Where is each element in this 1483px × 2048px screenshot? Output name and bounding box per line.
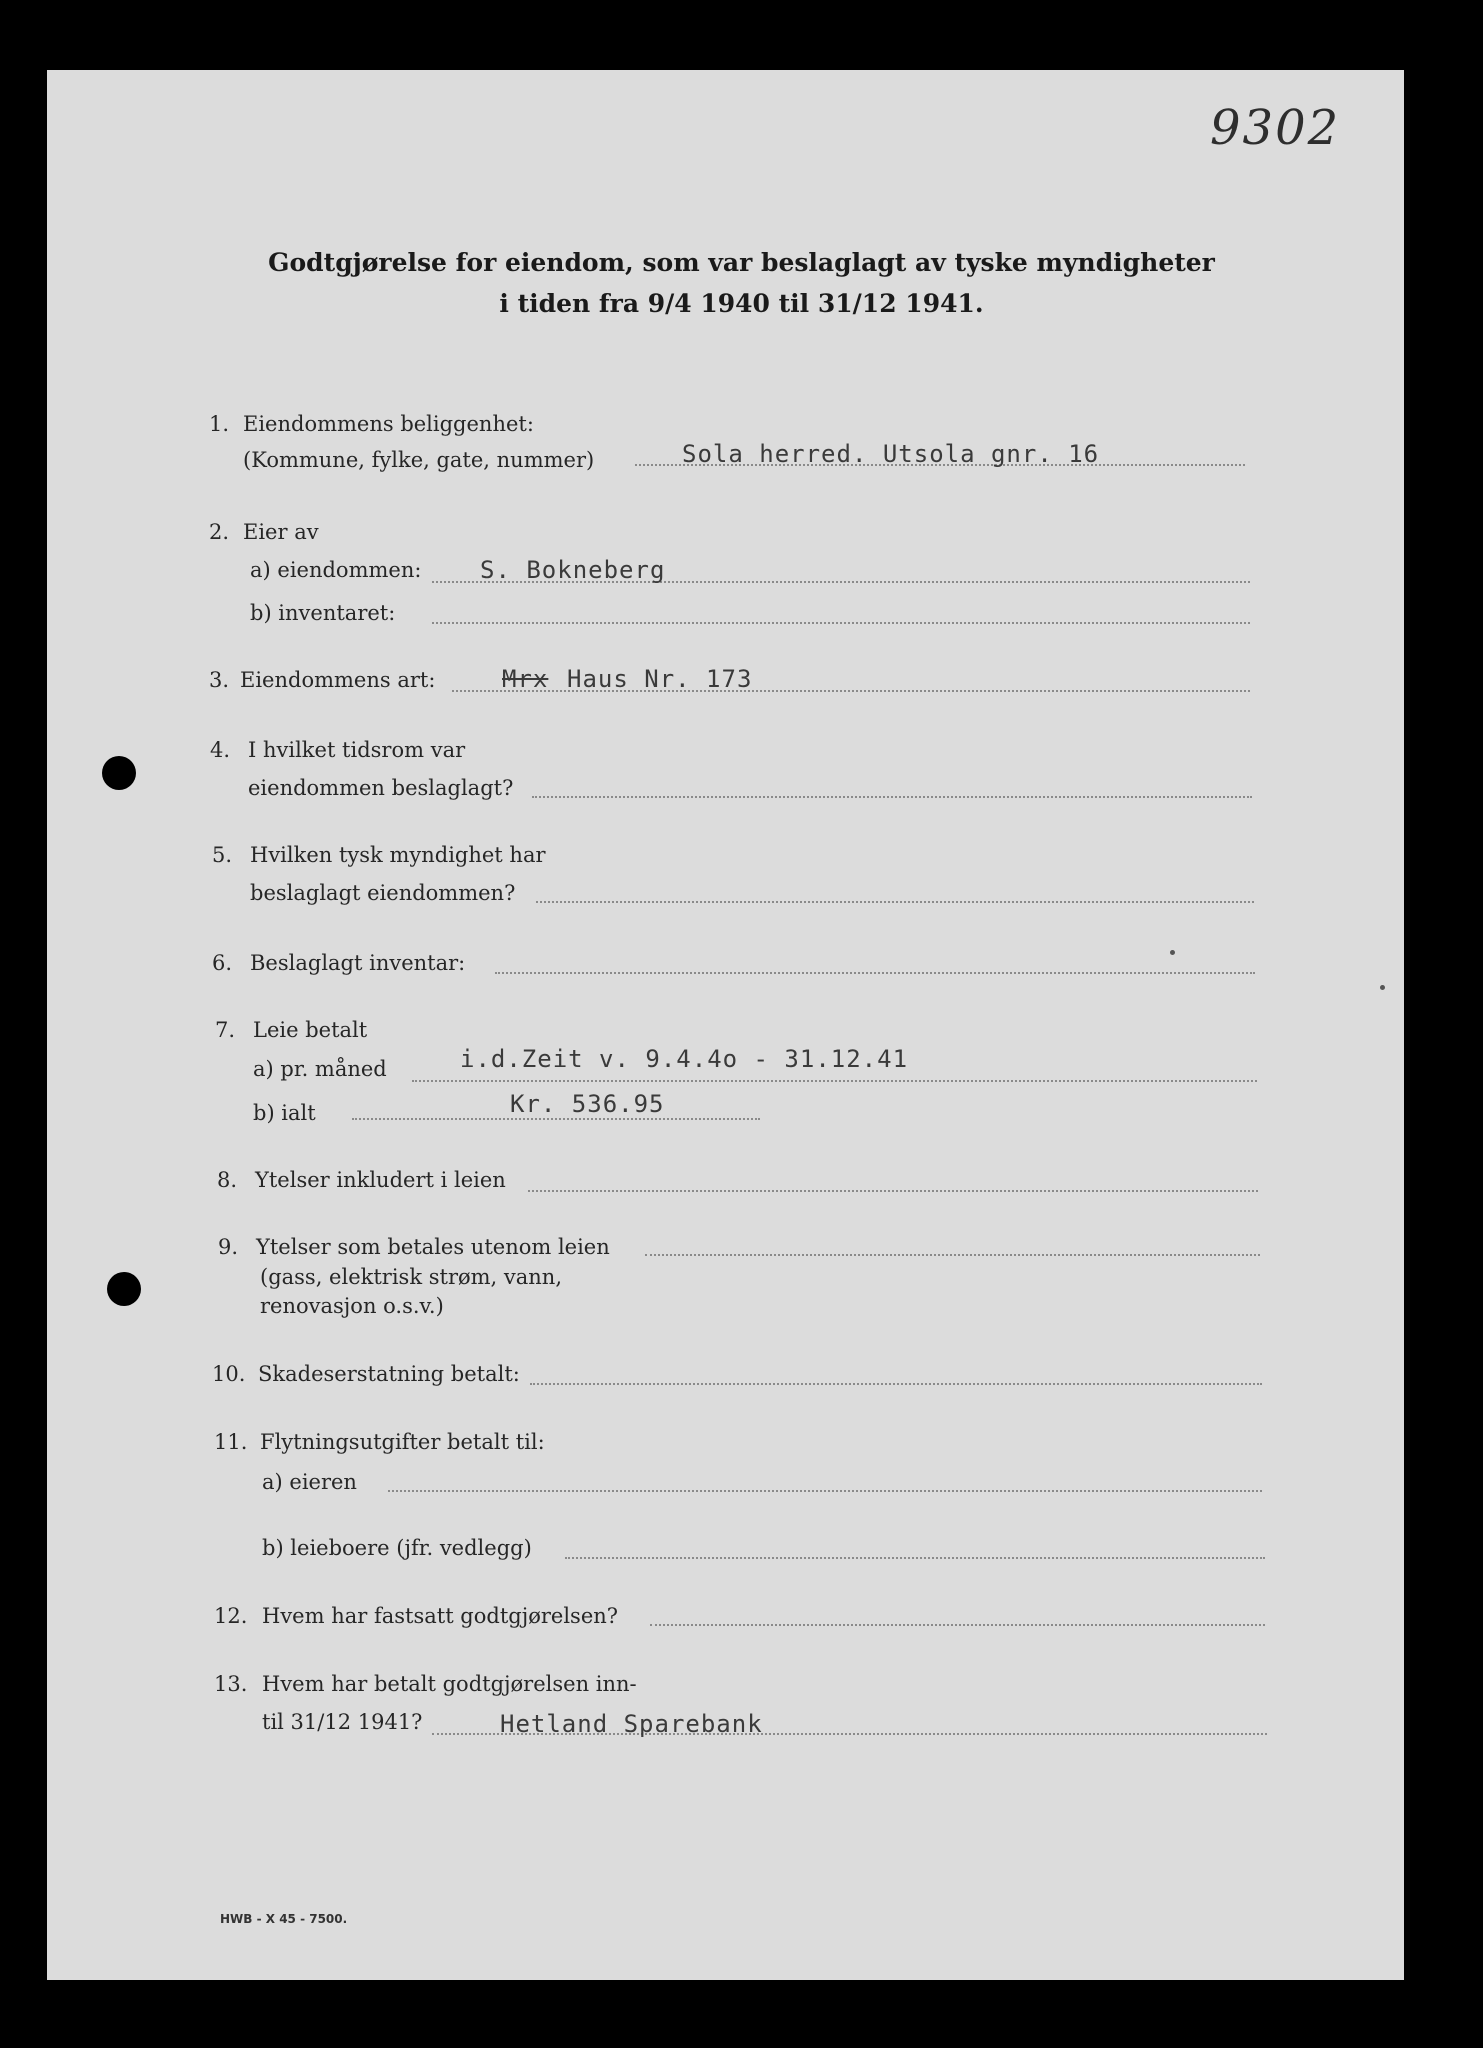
item-12-label: Hvem har fastsatt godtgjørelsen?	[262, 1604, 619, 1628]
item-11a-line	[388, 1490, 1262, 1492]
item-13-answer: Hetland Sparebank	[500, 1710, 763, 1738]
handwritten-number: 9302	[1210, 100, 1341, 156]
item-1-number: 1.	[209, 412, 230, 436]
item-9-number: 9.	[218, 1235, 239, 1259]
punch-hole-lower	[107, 1272, 141, 1306]
title-line-1: Godtgjørelse for eiendom, som var beslaglagt av tyske myndigheter	[268, 248, 1215, 277]
item-12-number: 12.	[214, 1604, 248, 1628]
item-3-answer: Haus Nr. 173	[567, 665, 753, 693]
item-7a-answer: i.d.Zeit v. 9.4.4o - 31.12.41	[460, 1045, 909, 1073]
item-5-label: Hvilken tysk myndighet har	[250, 843, 546, 867]
item-2b-label: b) inventaret:	[250, 601, 396, 625]
item-7b-label: b) ialt	[253, 1101, 316, 1125]
item-7a-label: a) pr. måned	[253, 1057, 387, 1081]
item-11a-label: a) eieren	[262, 1470, 357, 1494]
item-4-sublabel: eiendommen beslaglagt?	[248, 776, 514, 800]
item-4-number: 4.	[210, 738, 231, 762]
item-7-label: Leie betalt	[253, 1018, 368, 1042]
item-10-number: 10.	[212, 1362, 246, 1386]
item-7a-line	[412, 1080, 1257, 1082]
item-13-sublabel: til 31/12 1941?	[262, 1710, 423, 1734]
item-2-number: 2.	[209, 520, 230, 544]
item-9-label: Ytelser som betales utenom leien	[256, 1235, 610, 1259]
item-6-label: Beslaglagt inventar:	[250, 951, 466, 975]
item-9-sublabel-2: renovasjon o.s.v.)	[260, 1294, 444, 1318]
item-9-sublabel-1: (gass, elektrisk strøm, vann,	[260, 1265, 562, 1289]
item-11-number: 11.	[214, 1430, 248, 1454]
item-3-number: 3.	[209, 668, 230, 692]
item-6-number: 6.	[212, 951, 233, 975]
item-13-label: Hvem har betalt godtgjørelsen inn-	[262, 1672, 637, 1696]
item-7b-answer: Kr. 536.95	[510, 1090, 665, 1118]
item-6-line	[495, 972, 1255, 974]
item-10-label: Skadeserstatning betalt:	[258, 1362, 520, 1386]
punch-hole-upper	[102, 756, 136, 790]
item-8-label: Ytelser inkludert i leien	[255, 1168, 506, 1192]
item-2a-label: a) eiendommen:	[250, 558, 422, 582]
item-12-line	[650, 1624, 1265, 1626]
document-sheet	[47, 70, 1404, 1980]
item-3-label: Eiendommens art:	[240, 668, 436, 692]
item-4-label: I hvilket tidsrom var	[248, 738, 466, 762]
footer-print-code: HWB - X 45 - 7500.	[220, 1912, 348, 1926]
speck	[1380, 985, 1385, 990]
item-2a-answer: S. Bokneberg	[480, 556, 666, 584]
item-7b-line	[352, 1118, 760, 1120]
item-5-sublabel: beslaglagt eiendommen?	[250, 881, 516, 905]
item-1-label: Eiendommens beliggenhet:	[243, 412, 534, 436]
item-2-label: Eier av	[243, 520, 319, 544]
item-9-line	[645, 1254, 1260, 1256]
item-7-number: 7.	[215, 1018, 236, 1042]
item-3-struck-text: Mrx	[502, 665, 549, 693]
speck	[1170, 950, 1175, 955]
item-10-line	[530, 1383, 1262, 1385]
item-13-number: 13.	[214, 1672, 248, 1696]
item-1-answer: Sola herred. Utsola gnr. 16	[682, 440, 1100, 468]
item-11-label: Flytningsutgifter betalt til:	[260, 1430, 545, 1454]
item-11b-label: b) leieboere (jfr. vedlegg)	[262, 1536, 532, 1560]
title-line-2: i tiden fra 9/4 1940 til 31/12 1941.	[499, 289, 984, 318]
item-1-sublabel: (Kommune, fylke, gate, nummer)	[243, 448, 595, 472]
item-11b-line	[565, 1557, 1265, 1559]
item-4-line	[532, 796, 1252, 798]
item-8-number: 8.	[217, 1168, 238, 1192]
item-8-line	[528, 1190, 1258, 1192]
item-5-line	[536, 901, 1254, 903]
item-2b-line	[432, 622, 1250, 624]
item-5-number: 5.	[212, 843, 233, 867]
